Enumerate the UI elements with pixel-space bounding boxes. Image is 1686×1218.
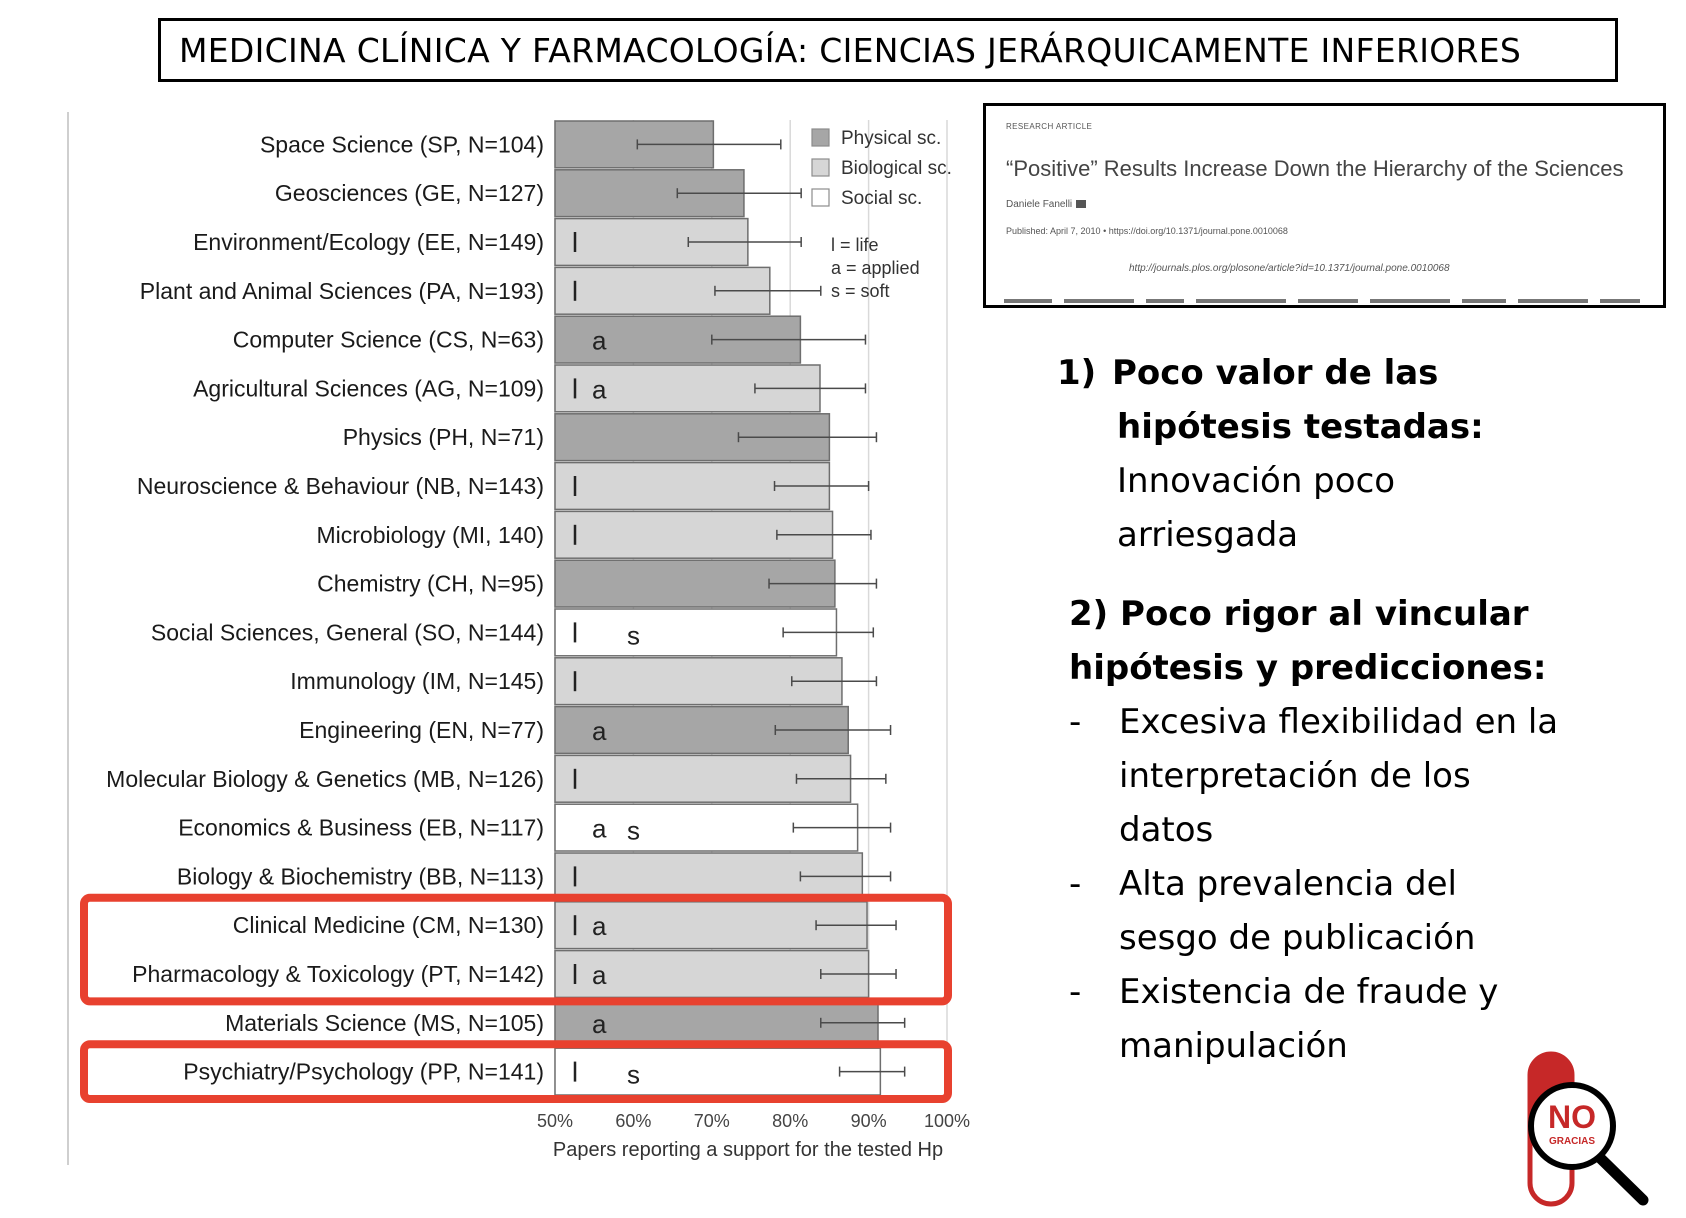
x-tick-label: 80% (772, 1111, 809, 1131)
category-label: Environment/Ecology (EE, N=149) (193, 229, 544, 255)
category-label: Geosciences (GE, N=127) (274, 180, 544, 207)
no-gracias-logo (1510, 1050, 1660, 1210)
legend-label: Social sc. (841, 188, 923, 209)
category-label: Agricultural Sciences (AG, N=109) (193, 375, 544, 402)
legend-note: s = soft (831, 281, 890, 301)
soft-marker: s (627, 620, 640, 651)
point-1-heading-line-2: hipótesis testadas: (1117, 407, 1484, 447)
category-label: Molecular Biology & Genetics (MB, N=126) (106, 765, 544, 792)
bullet-1-line-3: datos (1119, 810, 1214, 850)
x-axis-title: Papers reporting a support for the tested Hp (552, 1139, 944, 1161)
bullet-mark: - (1069, 972, 1082, 1012)
x-tick-label: 90% (850, 1111, 887, 1131)
category-label: Biology & Biochemistry (BB, N=113) (176, 863, 544, 890)
legend-note: a = applied (831, 258, 920, 278)
category-label: Engineering (EN, N=77) (299, 717, 544, 743)
category-label: Neuroscience & Behaviour (NB, N=143) (136, 473, 544, 499)
slide-title: MEDICINA CLÍNICA Y FARMACOLOGÍA: CIENCIAS JERÁRQUICAMENTE INFERIORES (158, 18, 1618, 82)
legend-swatch (812, 159, 829, 176)
bullet-1-line-1: Excesiva flexibilidad en la (1119, 702, 1559, 742)
cropped-text-line (1004, 299, 1644, 307)
applied-marker: a (592, 716, 607, 746)
email-icon (1076, 200, 1086, 208)
category-label: Physics (PH, N=71) (342, 424, 544, 451)
applied-marker: a (592, 325, 607, 356)
applied-marker: a (592, 960, 607, 990)
legend-swatch (812, 189, 829, 206)
point-1-body-line-1: Innovación poco (1117, 461, 1396, 501)
point-1-number: 1) (1057, 353, 1097, 393)
x-tick-label: 50% (536, 1111, 574, 1131)
article-screenshot (983, 103, 1666, 308)
bar (555, 1048, 880, 1095)
x-tick-label: 70% (693, 1111, 730, 1131)
legend-label: Biological sc. (841, 158, 952, 179)
article-published: Published: April 7, 2010 • https://doi.org/10.1371/journal.pone.0010068 (1006, 226, 1288, 236)
article-author-name: Daniele Fanelli (1006, 199, 1073, 210)
category-label: Social Sciences, General (SO, N=144) (150, 619, 544, 646)
article-author[interactable] (1006, 199, 1086, 210)
bullet-3-line-1: Existencia de fraude y (1119, 972, 1499, 1012)
legend-swatch (812, 129, 829, 146)
bullet-2-line-1: Alta prevalencia del (1119, 864, 1458, 904)
bullet-2-line-2: sesgo de publicación (1119, 918, 1476, 958)
x-tick-label: 60% (615, 1111, 652, 1131)
legend-note: l = life (831, 235, 879, 255)
applied-marker: a (592, 911, 607, 942)
logo-no-text: NO (1548, 1099, 1596, 1135)
legend-label: Physical sc. (841, 128, 942, 149)
soft-marker: s (627, 815, 640, 846)
category-label: Plant and Animal Sciences (PA, N=193) (139, 277, 544, 304)
applied-marker: a (592, 1008, 607, 1039)
category-label: Psychiatry/Psychology (PP, N=141) (183, 1058, 544, 1085)
category-label: Immunology (IM, N=145) (290, 668, 544, 695)
bullet-mark: - (1069, 864, 1082, 904)
category-label: Space Science (SP, N=104) (259, 131, 544, 158)
point-2-heading-line-1: 2) Poco rigor al vincular (1069, 594, 1529, 634)
category-label: Economics & Business (EB, N=117) (178, 814, 544, 841)
applied-marker: a (592, 374, 607, 405)
category-label: Computer Science (CS, N=63) (232, 326, 544, 353)
article-kicker: RESEARCH ARTICLE (1006, 122, 1093, 131)
point-1-heading-line-1: Poco valor de las (1112, 353, 1439, 393)
soft-marker: s (627, 1059, 640, 1090)
bullet-mark: - (1069, 702, 1082, 742)
category-label: Materials Science (MS, N=105) (225, 1009, 544, 1036)
x-tick-label: 100% (923, 1111, 971, 1131)
category-label: Pharmacology & Toxicology (PT, N=142) (132, 961, 544, 987)
bullet-1-line-2: interpretación de los (1119, 756, 1471, 796)
applied-marker: a (592, 813, 607, 844)
category-label: Chemistry (CH, N=95) (317, 570, 544, 597)
logo-gracias-text: GRACIAS (1548, 1136, 1596, 1147)
point-1-body-line-2: arriesgada (1117, 515, 1299, 555)
category-label: Microbiology (MI, 140) (316, 521, 544, 548)
category-label: Clinical Medicine (CM, N=130) (232, 912, 544, 939)
article-url[interactable]: http://journals.plos.org/plosone/article?id=10.1371/journal.pone.0010068 (1129, 263, 1450, 274)
article-title[interactable]: “Positive” Results Increase Down the Hierarchy of the Sciences (1006, 156, 1624, 181)
bullet-3-line-2: manipulación (1119, 1026, 1348, 1066)
point-2-heading-line-2: hipótesis y predicciones: (1069, 648, 1547, 688)
